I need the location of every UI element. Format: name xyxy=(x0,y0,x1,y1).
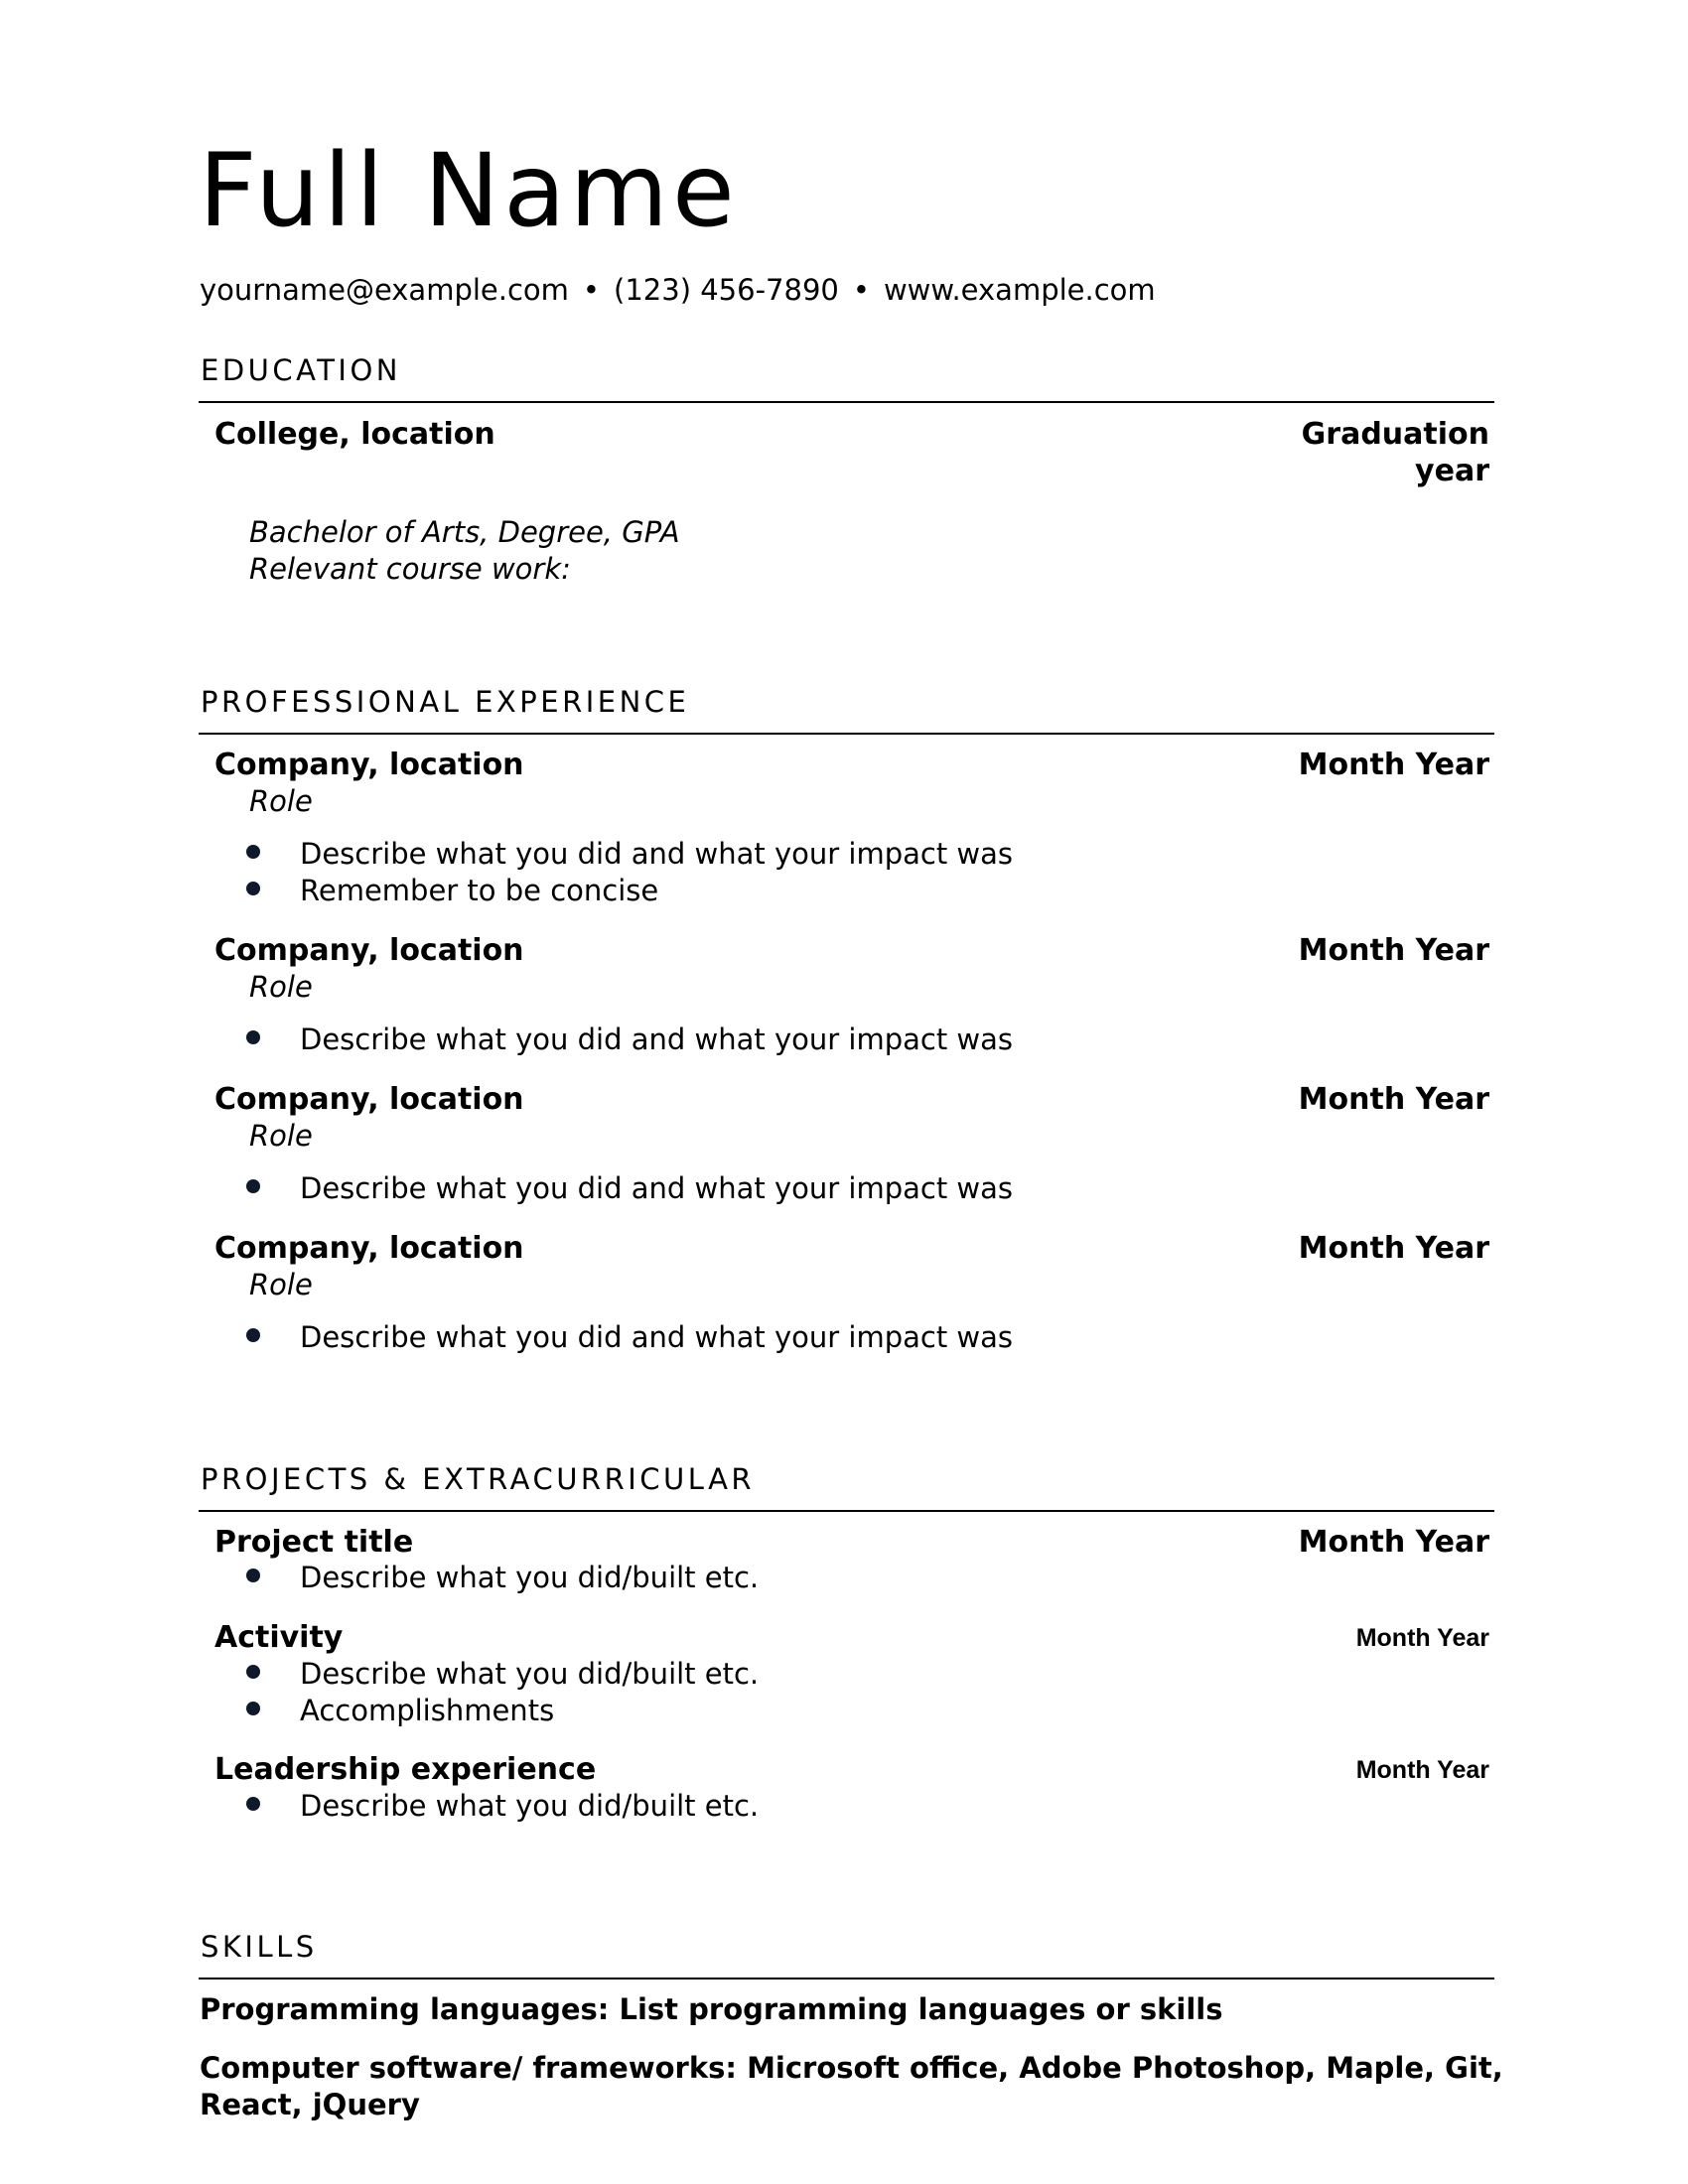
job-bullet: Describe what you did and what your impact was xyxy=(300,1023,1014,1056)
job-date: Month Year xyxy=(1298,748,1489,782)
project-bullet: Describe what you did/built etc. xyxy=(300,1561,760,1594)
bullet-icon xyxy=(246,1030,260,1044)
school-name: College, location xyxy=(214,417,495,452)
job-bullet: Remember to be concise xyxy=(300,874,659,907)
job-company: Company, location xyxy=(214,1231,524,1266)
bullet-icon xyxy=(246,1569,260,1582)
job-bullet: Describe what you did and what your impact was xyxy=(300,837,1014,871)
activity-date: Month Year xyxy=(1355,1624,1489,1652)
project-date: Month Year xyxy=(1298,1525,1489,1560)
email: yourname@example.com xyxy=(200,273,569,307)
bullet-icon xyxy=(246,1665,260,1679)
job-date: Month Year xyxy=(1298,933,1489,968)
contact-line xyxy=(200,273,1156,307)
section-divider xyxy=(199,401,1494,403)
job-company: Company, location xyxy=(214,1082,524,1117)
section-heading-education: EDUCATION xyxy=(201,353,402,387)
section-divider xyxy=(199,1978,1494,1979)
bullet-icon xyxy=(246,845,260,859)
phone: (123) 456-7890 xyxy=(614,273,839,307)
contact-separator: • xyxy=(852,273,870,307)
activity-title: Activity xyxy=(214,1620,344,1655)
section-heading-experience: PROFESSIONAL EXPERIENCE xyxy=(201,685,690,719)
skills-software-cont: React, jQuery xyxy=(200,2088,420,2121)
job-role: Role xyxy=(249,970,313,1004)
job-company: Company, location xyxy=(214,748,524,782)
bullet-icon xyxy=(246,1797,260,1811)
contact-separator: • xyxy=(582,273,601,307)
leadership-title: Leadership experience xyxy=(214,1752,597,1787)
activity-bullet: Describe what you did/built etc. xyxy=(300,1657,760,1691)
bullet-icon xyxy=(246,882,260,895)
job-date: Month Year xyxy=(1298,1231,1489,1266)
project-title: Project title xyxy=(214,1525,414,1560)
job-role: Role xyxy=(249,1268,313,1301)
bullet-icon xyxy=(246,1179,260,1193)
leadership-bullet: Describe what you did/built etc. xyxy=(300,1789,760,1823)
bullet-icon xyxy=(246,1702,260,1715)
skills-programming: Programming languages: List programming languages or skills xyxy=(200,1992,1223,2026)
section-heading-projects: PROJECTS & EXTRACURRICULAR xyxy=(201,1462,756,1496)
degree: Bachelor of Arts, Degree, GPA xyxy=(249,515,680,549)
job-date: Month Year xyxy=(1298,1082,1489,1117)
skills-software: Computer software/ frameworks: Microsoft office, Adobe Photoshop, Maple, Git, xyxy=(200,2051,1503,2085)
job-role: Role xyxy=(249,784,313,818)
bullet-icon xyxy=(246,1328,260,1342)
job-company: Company, location xyxy=(214,933,524,968)
activity-bullet: Accomplishments xyxy=(300,1694,555,1727)
section-heading-skills: SKILLS xyxy=(201,1930,318,1964)
full-name: Full Name xyxy=(199,132,739,250)
job-bullet: Describe what you did and what your impact was xyxy=(300,1320,1014,1354)
website: www.example.com xyxy=(883,273,1156,307)
section-divider xyxy=(199,1510,1494,1512)
coursework: Relevant course work: xyxy=(249,552,571,586)
leadership-date: Month Year xyxy=(1355,1756,1489,1784)
graduation-year: year xyxy=(1415,454,1489,488)
section-divider xyxy=(199,733,1494,735)
job-bullet: Describe what you did and what your impact was xyxy=(300,1171,1014,1205)
job-role: Role xyxy=(249,1119,313,1153)
graduation-label: Graduation xyxy=(1301,417,1489,452)
